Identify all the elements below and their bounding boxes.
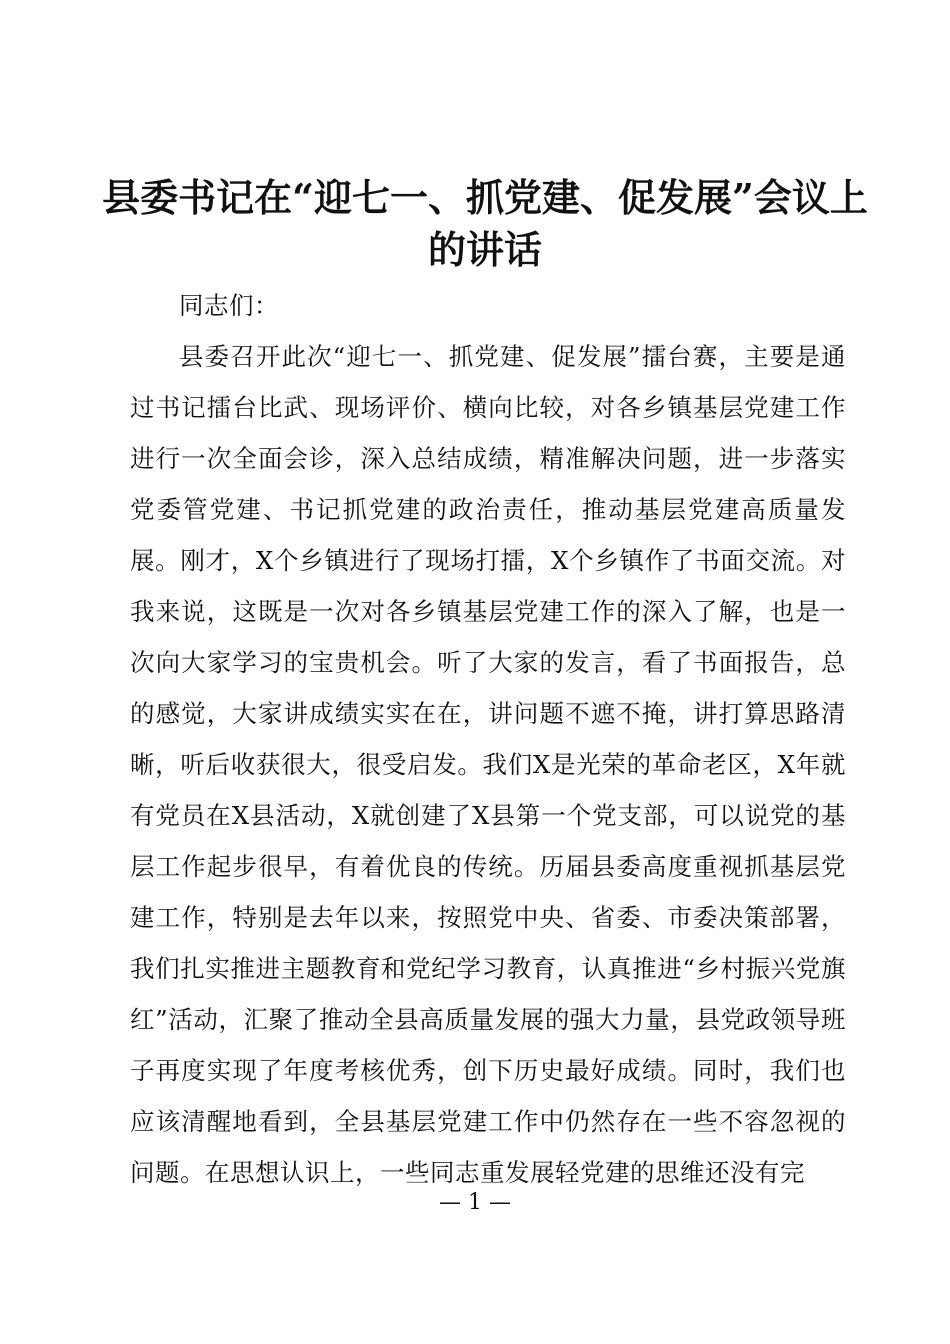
document-title: 县委书记在“迎七一、抓党建、促发展”会议上的讲话 (102, 175, 868, 272)
page-number: — 1 — (439, 1190, 511, 1215)
document-body (130, 280, 846, 1198)
body-paragraph: 县委召开此次“迎七一、抓党建、促发展”擂台赛，主要是通过书记擂台比武、现场评价、横向比较，对各乡镇基层党建工作进行一次全面会诊，深入总结成绩，精准解决问题，进一步落实党委管党建、书记抓党建的政治责任，推动基层党建高质量发展。刚才，X个乡镇进行了现场打擂，X个乡镇作了书面交流。对我来说，这既是一次对各乡镇基层党建工作的深入了解，也是一次向大家学习的宝贵机会。听了大家的发言，看了书面报告，总的感觉，大家讲成绩实实在在，讲问题不遮不掩，讲打算思路清晰，听后收获很大，很受启发。我们X是光荣的革命老区，X年就有党员在X县活动，X就创建了X县第一个党支部，可以说党的基层工作起步很早，有着优良的传统。历届县委高度重视抓基层党建工作，特别是去年以来，按照党中央、省委、市委决策部署，我们扎实推进主题教育和党纪学习教育，认真推进“乡村振兴党旗红”活动，汇聚了推动全县高质量发展的强大力量，县党政领导班子再度实现了年度考核优秀，创下历史最好成绩。同时，我们也应该清醒地看到，全县基层党建工作中仍然存在一些不容忽视的问题。在思想认识上，一些同志重发展轻党建的思维还没有完 (130, 342, 846, 1187)
salutation: 同志们： (179, 291, 279, 320)
